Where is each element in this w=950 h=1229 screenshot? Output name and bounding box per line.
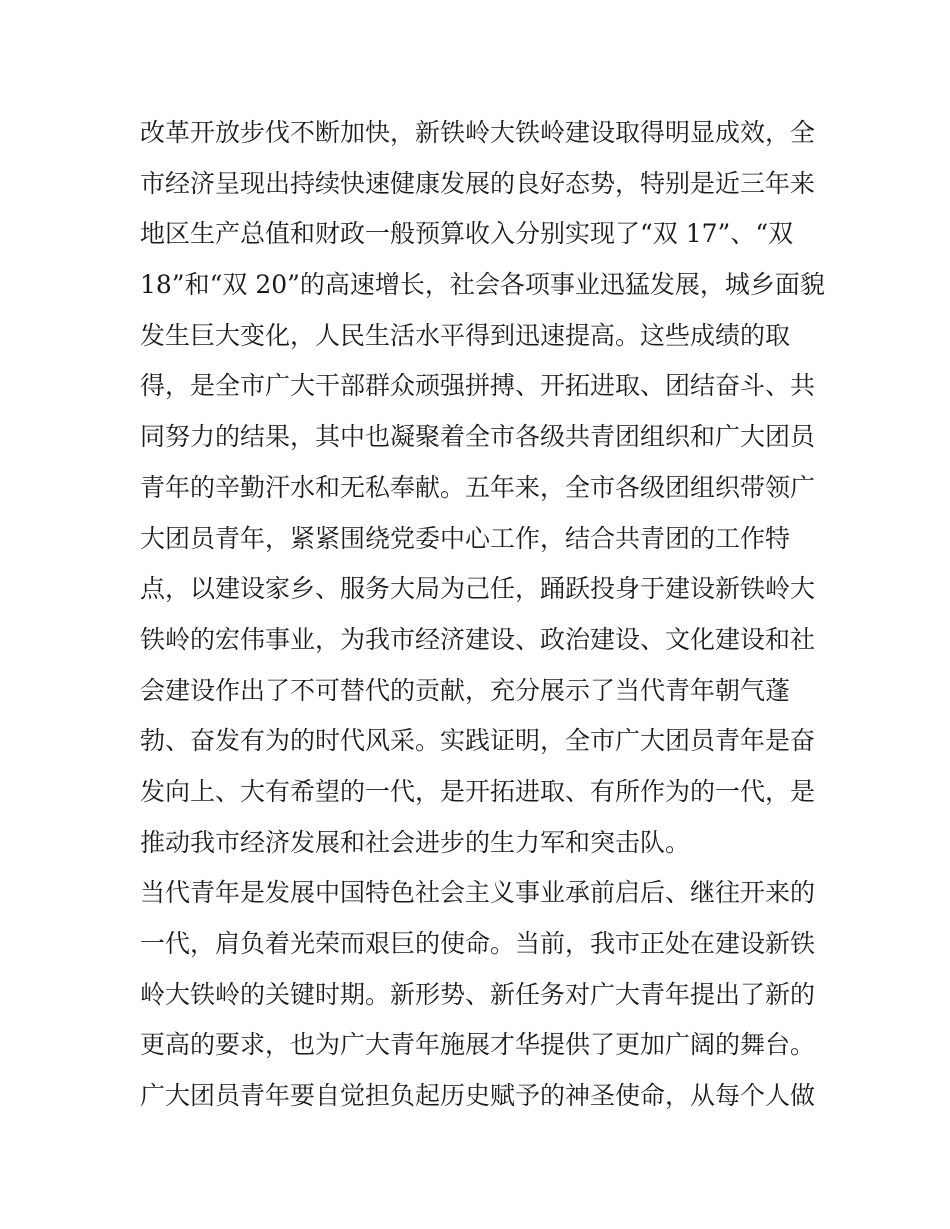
text-line: 大团员青年，紧紧围绕党委中心工作，结合共青团的工作特 bbox=[140, 523, 791, 553]
text-line: 地区生产总值和财政一般预算收入分别实现了“双 17”、“双 bbox=[140, 219, 794, 249]
text-line: 会建设作出了不可替代的贡献，充分展示了当代青年朝气蓬 bbox=[140, 675, 791, 705]
text-line: 一代，肩负着光荣而艰巨的使命。当前，我市正处在建设新铁 bbox=[140, 929, 816, 958]
text-line: 点，以建设家乡、服务大局为己任，踊跃投身于建设新铁岭大 bbox=[140, 574, 816, 604]
text-line: 推动我市经济发展和社会进步的生力军和突击队。 bbox=[140, 827, 691, 857]
text-line: 当代青年是发展中国特色社会主义事业承前启后、继往开来的 bbox=[140, 878, 816, 908]
text-line: 得，是全市广大干部群众顽强拼搏、开拓进取、团结奋斗、共 bbox=[140, 371, 816, 401]
text-line: 勃、奋发有为的时代风采。实践证明，全市广大团员青年是奋 bbox=[140, 726, 816, 756]
text-line: 改革开放步伐不断加快，新铁岭大铁岭建设取得明显成效，全 bbox=[140, 118, 816, 147]
text-line: 市经济呈现出持续快速健康发展的良好态势，特别是近三年来 bbox=[140, 168, 816, 198]
text-line: 更高的要求，也为广大青年施展才华提供了更加广阔的舞台。 bbox=[140, 1030, 816, 1060]
text-line: 铁岭的宏伟事业，为我市经济建设、政治建设、文化建设和社 bbox=[140, 624, 816, 654]
text-line: 同努力的结果，其中也凝聚着全市各级共青团组织和广大团员 bbox=[140, 422, 816, 452]
text-line: 广大团员青年要自觉担负起历史赋予的神圣使命，从每个人做 bbox=[140, 1081, 816, 1111]
text-line: 18”和“双 20”的高速增长，社会各项事业迅猛发展，城乡面貌 bbox=[140, 270, 825, 300]
body-text bbox=[140, 108, 825, 1122]
text-line: 发生巨大变化，人民生活水平得到迅速提高。这些成绩的取 bbox=[140, 320, 791, 350]
text-line: 发向上、大有希望的一代，是开拓进取、有所作为的一代，是 bbox=[140, 776, 816, 806]
text-line: 青年的辛勤汗水和无私奉献。五年来，全市各级团组织带领广 bbox=[140, 472, 816, 502]
text-line: 岭大铁岭的关键时期。新形势、新任务对广大青年提出了新的 bbox=[140, 979, 816, 1009]
